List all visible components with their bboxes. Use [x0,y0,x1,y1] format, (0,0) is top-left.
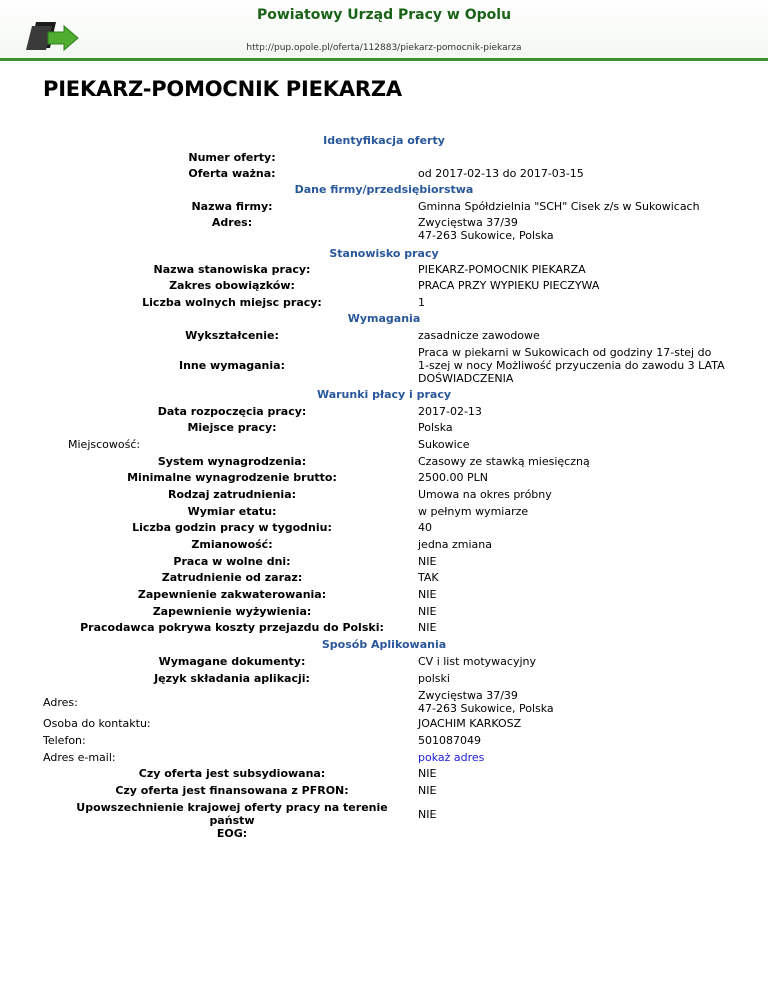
section-stanowisko: Stanowisko pracy [329,247,439,260]
field-label: Data rozpoczęcia pracy: [157,405,307,418]
field-value: JOACHIM KARKOSZ [418,717,522,730]
address-line-2: 47-263 Sukowice, Polska [418,229,554,242]
field-value: polski [418,672,450,685]
field-label: Rodzaj zatrudnienia: [167,488,297,501]
field-label: Osoba do kontaktu: [43,717,151,730]
field-value: Umowa na okres próbny [418,488,552,501]
field-value: NIE [418,605,437,618]
field-value: 2017-02-13 [418,405,482,418]
site-header [0,0,768,61]
field-value: 501087049 [418,734,481,747]
field-value: NIE [418,555,437,568]
field-label: System wynagrodzenia: [157,455,307,468]
page-url[interactable]: http://pup.opole.pl/oferta/112883/piekarz-pomocnik-piekarza [246,43,522,53]
field-value: NIE [418,808,437,821]
field-label: Telefon: [43,734,86,747]
field-value: jedna zmiana [418,538,493,551]
field-label: Zapewnienie wyżywienia: [152,605,312,618]
field-label: Miejscowość: [68,438,141,451]
text-line-3: DOŚWIADCZENIA [418,372,514,385]
field-label: Adres e-mail: [43,751,116,764]
site-title[interactable]: Powiatowy Urząd Pracy w Opolu [256,7,512,23]
field-value: 2500.00 PLN [418,471,488,484]
section-wymagania: Wymagania [347,312,421,325]
field-value: Polska [418,421,453,434]
section-warunki: Warunki płacy i pracy [316,388,452,401]
field-value: PIEKARZ-POMOCNIK PIEKARZA [418,263,586,276]
field-label: Nazwa stanowiska pracy: [153,263,311,276]
field-value: w pełnym wymiarze [418,505,529,518]
show-email-link[interactable]: pokaż adres [418,751,485,764]
field-label: Zmianowość: [191,538,273,551]
field-label: Pracodawca pokrywa koszty przejazdu do Polski: [80,621,384,634]
field-value: NIE [418,588,437,601]
field-label: Nazwa firmy: [191,200,273,213]
field-label: Wymiar etatu: [187,505,277,518]
field-label: Adres: [211,216,253,229]
field-value [418,346,728,385]
field-label: Czy oferta jest finansowana z PFRON: [115,784,349,797]
field-value: 1 [418,296,425,309]
field-label: Wymagane dokumenty: [158,655,306,668]
field-label: Liczba godzin pracy w tygodniu: [132,521,332,534]
field-label: Wykształcenie: [185,329,279,342]
field-label: Zatrudnienie od zaraz: [161,571,303,584]
field-value: NIE [418,784,437,797]
field-label: Zapewnienie zakwaterowania: [137,588,327,601]
field-label: Język składania aplikacji: [154,672,310,685]
section-dane-firmy: Dane firmy/przedsiębiorstwa [294,183,474,196]
field-label: Inne wymagania: [179,359,285,372]
field-label [60,801,404,840]
address-line-1: Zwycięstwa 37/39 [418,216,518,229]
field-value: Sukowice [418,438,470,451]
field-value: Gminna Spółdzielnia "SCH" Cisek z/s w Sukowicach [418,200,700,213]
field-label: Adres: [43,696,78,709]
field-label: Zakres obowiązków: [169,279,295,292]
field-value: Czasowy ze stawką miesięczną [418,455,590,468]
field-value [418,216,728,242]
section-sposob-aplikowania: Sposób Aplikowania [321,638,447,651]
field-label: Liczba wolnych miejsc pracy: [142,296,322,309]
field-label: Oferta ważna: [188,167,276,180]
field-label: Praca w wolne dni: [173,555,291,568]
field-label: Czy oferta jest subsydiowana: [138,767,326,780]
field-value: NIE [418,621,437,634]
text-line-2: 1-szej w nocy Możliwość przyuczenia do zawodu 3 LATA [418,359,725,372]
field-value: NIE [418,767,437,780]
page-title: PIEKARZ-POMOCNIK PIEKARZA [43,77,402,101]
section-identyfikacja: Identyfikacja oferty [323,134,445,147]
field-label: Numer oferty: [188,151,276,164]
label-line-1: Upowszechnienie krajowej oferty pracy na terenie państw [76,801,388,827]
field-value: TAK [418,571,439,584]
field-value: CV i list motywacyjny [418,655,537,668]
text-line-1: Praca w piekarni w Sukowicach od godziny 17-stej do [418,346,712,359]
field-value: 40 [418,521,432,534]
field-value: zasadnicze zawodowe [418,329,540,342]
field-label: Miejsce pracy: [187,421,277,434]
field-value: PRACA PRZY WYPIEKU PIECZYWA [418,279,600,292]
field-value: od 2017-02-13 do 2017-03-15 [418,167,584,180]
field-label: Minimalne wynagrodzenie brutto: [127,471,337,484]
label-line-2: EOG: [216,827,248,840]
address-line-2: 47-263 Sukowice, Polska [418,702,554,715]
address-line-1: Zwycięstwa 37/39 [418,689,518,702]
field-value [418,689,728,715]
